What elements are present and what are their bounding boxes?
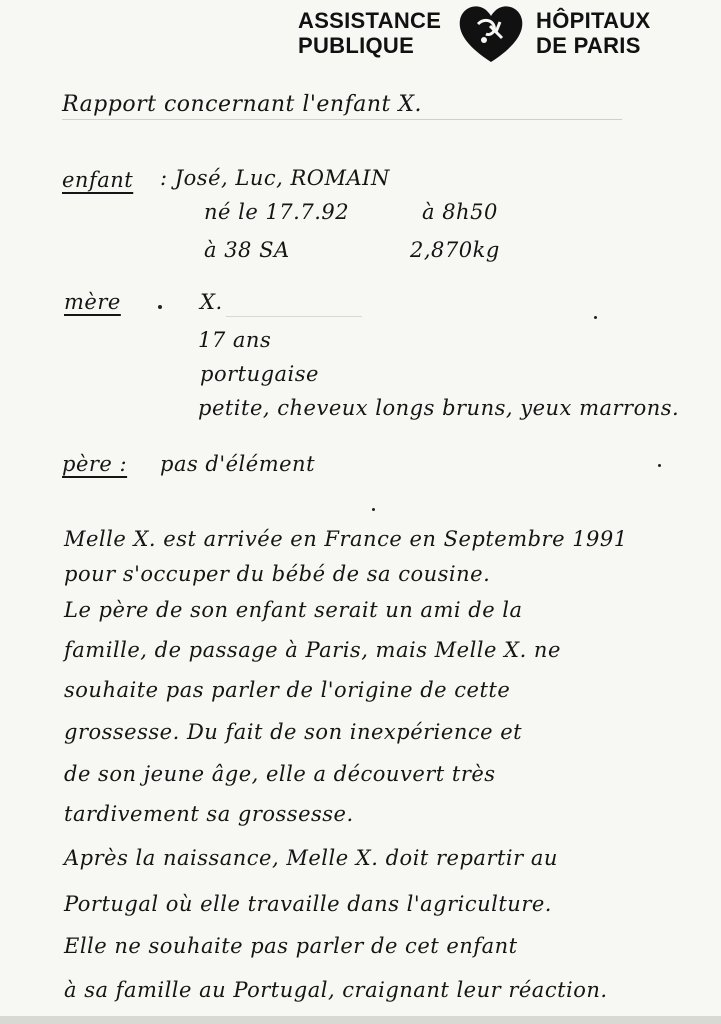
report-title: Rapport concernant l'enfant X. xyxy=(62,92,423,117)
mother-nationality: portugaise xyxy=(200,362,319,386)
narrative-line: à sa famille au Portugal, craignant leur réaction. xyxy=(64,978,608,1002)
father-value: pas d'élément xyxy=(160,452,316,476)
child-label: enfant xyxy=(62,168,134,192)
letterhead-assistance: ASSISTANCE xyxy=(298,8,442,33)
scan-bottom-edge xyxy=(0,1016,721,1024)
mother-age: 17 ans xyxy=(198,328,272,352)
father-label: père : xyxy=(62,452,128,476)
mother-name-line xyxy=(226,316,362,317)
narrative-line: Portugal où elle travaille dans l'agriculture. xyxy=(64,892,552,916)
letterhead-publique: PUBLIQUE xyxy=(298,33,415,58)
narrative-line: Le père de son enfant serait un ami de la xyxy=(64,598,523,622)
narrative-line: souhaite pas parler de l'origine de cette xyxy=(64,678,511,702)
narrative-line: Elle ne souhaite pas parler de cet enfant xyxy=(64,934,518,958)
child-term: à 38 SA xyxy=(204,238,290,262)
child-birth-date: né le 17.7.92 xyxy=(204,200,350,224)
narrative-line: grossesse. Du fait de son inexpérience et xyxy=(64,720,523,744)
scan-speck xyxy=(372,508,375,511)
letterhead-right xyxy=(536,8,650,58)
mother-bullet xyxy=(158,305,162,309)
child-birth-time: à 8h50 xyxy=(422,200,498,224)
mother-name: X. xyxy=(200,290,223,314)
letterhead xyxy=(296,4,692,66)
scan-speck xyxy=(594,316,597,319)
child-name: : José, Luc, ROMAIN xyxy=(160,166,390,190)
narrative-line: tardivement sa grossesse. xyxy=(64,802,354,826)
title-underline xyxy=(62,119,622,120)
child-weight: 2,870kg xyxy=(410,238,500,262)
narrative-line: famille, de passage à Paris, mais Melle X. ne xyxy=(64,638,561,662)
narrative-line: Après la naissance, Melle X. doit repartir au xyxy=(64,846,558,870)
narrative-line: de son jeune âge, elle a découvert très xyxy=(64,762,496,786)
scan-speck xyxy=(658,464,661,467)
heart-logo-icon xyxy=(456,2,526,66)
letterhead-hopitaux: HÔPITAUX xyxy=(536,8,651,33)
mother-label: mère xyxy=(64,290,121,314)
narrative-line: Melle X. est arrivée en France en Septembre 1991 xyxy=(64,527,628,551)
letterhead-de-paris: DE PARIS xyxy=(536,33,641,58)
mother-description: petite, cheveux longs bruns, yeux marrons. xyxy=(198,396,680,420)
letterhead-left xyxy=(298,8,441,58)
narrative-line: pour s'occuper du bébé de sa cousine. xyxy=(64,562,491,586)
